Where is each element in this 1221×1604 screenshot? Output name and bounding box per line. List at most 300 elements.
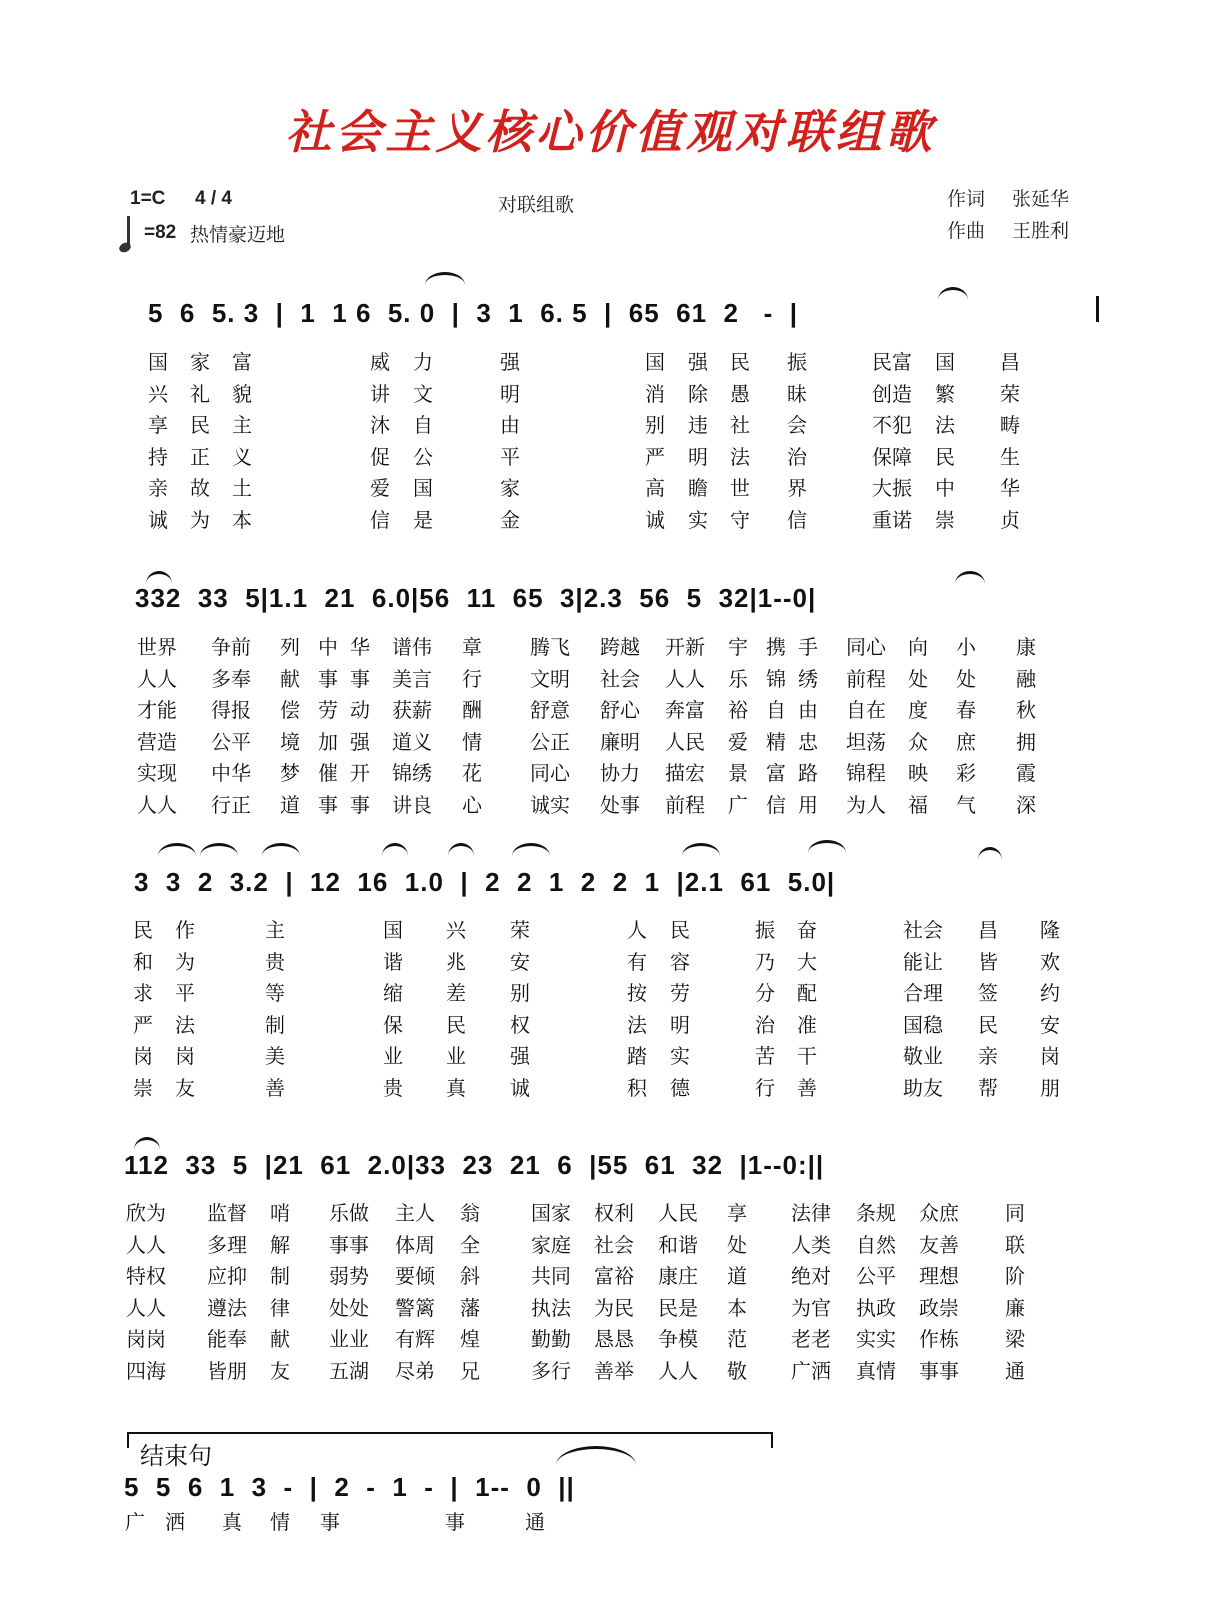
- lyric-word: 联: [1005, 1232, 1025, 1257]
- lyric-word: 康: [1016, 635, 1036, 659]
- lyric-word: 社会: [600, 666, 640, 691]
- lyric-word: 由: [500, 413, 520, 438]
- lyric-word: 华: [1000, 476, 1020, 501]
- lyric-word: 友善: [919, 1232, 959, 1257]
- lyric-word: 振: [755, 918, 775, 942]
- lyric-word: 中: [318, 635, 338, 659]
- lyric-word: 道义: [392, 729, 432, 754]
- lyric-word: 梁: [1005, 1327, 1025, 1352]
- lyric-word: 明: [688, 444, 708, 469]
- lyric-word: 治: [787, 444, 807, 469]
- lyric-word: 权利: [594, 1201, 634, 1225]
- lyric-word: 平: [175, 981, 195, 1006]
- lyric-word: 国: [935, 350, 955, 374]
- lyric-word: 共同: [531, 1264, 571, 1289]
- lyric-word: 信: [370, 508, 390, 532]
- lyric-word: 同心: [846, 635, 886, 659]
- lyric-word: 通: [525, 1510, 545, 1534]
- lyric-word: 中华: [211, 761, 251, 786]
- lyric-word: 兴: [446, 918, 466, 942]
- lyric-word: 华: [350, 635, 370, 659]
- lyric-word: 实实: [856, 1327, 896, 1352]
- slur-mark: [448, 843, 474, 856]
- lyric-word: 手: [798, 635, 818, 659]
- lyric-word: 真: [446, 1076, 466, 1100]
- lyric-word: 业: [446, 1044, 466, 1069]
- slur-mark: [682, 843, 720, 856]
- lyric-word: 情: [270, 1510, 290, 1534]
- lyric-word: 严: [645, 444, 665, 469]
- lyric-word: 国: [383, 918, 403, 942]
- lyric-word: 家庭: [531, 1232, 571, 1257]
- lyric-word: 通: [1005, 1359, 1025, 1383]
- lyric-word: 隆: [1040, 918, 1060, 942]
- lyric-word: 签: [978, 981, 998, 1006]
- lyric-word: 尽弟: [395, 1359, 435, 1383]
- notation-line-4: 112 33 5 |21 61 2.0|33 23 21 6 |55 61 32 |1--0:||: [124, 1150, 825, 1180]
- lyric-word: 美言: [392, 666, 432, 691]
- lyric-word: 自: [413, 413, 433, 438]
- lyric-word: 四海: [126, 1359, 166, 1383]
- lyric-word: 生: [1000, 444, 1020, 469]
- lyric-word: 事: [318, 793, 338, 817]
- lyric-word: 求: [133, 981, 153, 1006]
- lyric-word: 貌: [232, 381, 252, 406]
- lyric-word: 世界: [137, 635, 177, 659]
- slur-mark: [955, 571, 985, 584]
- lyric-word: 兄: [460, 1359, 480, 1383]
- lyric-word: 敬业: [903, 1044, 943, 1069]
- lyric-word: 景: [728, 761, 748, 786]
- lyric-word: 强: [350, 729, 370, 754]
- slur-mark: [978, 847, 1002, 860]
- lyric-word: 真: [222, 1510, 242, 1534]
- lyric-word: 谱伟: [392, 635, 432, 659]
- key-signature: 1=C: [130, 188, 166, 209]
- lyric-word: 明: [670, 1012, 690, 1037]
- subtitle: 对联组歌: [498, 194, 575, 216]
- lyric-word: 条规: [856, 1201, 896, 1225]
- lyric-word: 人人: [126, 1232, 166, 1257]
- lyric-word: 人民: [658, 1201, 698, 1225]
- lyric-word: 民: [670, 918, 690, 942]
- lyric-word: 特权: [126, 1264, 166, 1289]
- lyric-word: 自在: [846, 698, 886, 723]
- lyric-word: 本: [727, 1295, 747, 1320]
- lyric-word: 多理: [207, 1232, 247, 1257]
- lyric-word: 礼: [190, 381, 210, 406]
- lyric-word: 岗: [175, 1044, 195, 1069]
- lyric-word: 制: [265, 1012, 285, 1037]
- lyric-word: 民富: [872, 350, 912, 374]
- lyric-word: 翁: [460, 1201, 480, 1225]
- lyric-word: 消: [645, 381, 665, 406]
- lyric-word: 帮: [978, 1076, 998, 1100]
- lyric-word: 广: [728, 793, 748, 817]
- lyric-word: 映: [908, 761, 928, 786]
- lyric-word: 人人: [137, 793, 177, 817]
- lyric-word: 献: [280, 666, 300, 691]
- lyric-word: 实: [688, 508, 708, 532]
- slur-mark: [158, 843, 196, 856]
- lyric-word: 分: [755, 981, 775, 1006]
- lyric-word: 诚: [510, 1076, 530, 1100]
- lyric-word: 裕: [728, 698, 748, 723]
- lyric-word: 差: [446, 981, 466, 1006]
- lyric-word: 大振: [872, 476, 912, 501]
- lyric-word: 平: [500, 444, 520, 469]
- lyric-word: 事事: [329, 1232, 369, 1257]
- lyric-word: 事: [350, 793, 370, 817]
- lyric-word: 别: [510, 981, 530, 1006]
- lyric-word: 公平: [856, 1264, 896, 1289]
- lyric-word: 锦绣: [392, 761, 432, 786]
- lyric-word: 兆: [446, 949, 466, 974]
- lyric-word: 监督: [207, 1201, 247, 1225]
- lyric-word: 能奉: [207, 1327, 247, 1352]
- lyric-word: 诚实: [530, 793, 570, 817]
- lyric-word: 处: [908, 666, 928, 691]
- lyric-word: 皆: [978, 949, 998, 974]
- lyric-word: 人民: [665, 729, 705, 754]
- lyric-word: 法律: [791, 1201, 831, 1225]
- lyric-word: 崇: [133, 1076, 153, 1100]
- lyric-word: 乐做: [329, 1201, 369, 1225]
- lyric-word: 协力: [600, 761, 640, 786]
- lyric-word: 荣: [1000, 381, 1020, 406]
- lyric-word: 列: [280, 635, 300, 659]
- lyric-word: 社会: [903, 918, 943, 942]
- lyric-word: 为: [175, 949, 195, 974]
- lyric-word: 律: [270, 1295, 290, 1320]
- barline: [1096, 296, 1099, 322]
- lyric-word: 人人: [137, 666, 177, 691]
- lyric-word: 踏: [627, 1044, 647, 1069]
- time-signature: 4 / 4: [195, 188, 232, 209]
- lyric-word: 花: [462, 761, 482, 786]
- lyric-word: 威: [370, 350, 390, 374]
- lyric-word: 民是: [658, 1295, 698, 1320]
- lyric-word: 民: [935, 444, 955, 469]
- lyric-word: 同心: [530, 761, 570, 786]
- lyric-word: 业: [383, 1044, 403, 1069]
- lyric-word: 处: [956, 666, 976, 691]
- lyric-word: 法: [935, 413, 955, 438]
- lyric-word: 家: [500, 476, 520, 501]
- lyric-word: 众: [908, 729, 928, 754]
- lyric-word: 世: [730, 476, 750, 501]
- lyric-word: 公平: [211, 729, 251, 754]
- lyric-word: 诚: [148, 508, 168, 532]
- lyric-word: 真情: [856, 1359, 896, 1383]
- lyric-word: 舒意: [530, 698, 570, 723]
- lyric-word: 锦程: [846, 761, 886, 786]
- lyric-word: 福: [908, 793, 928, 817]
- lyric-word: 按: [627, 981, 647, 1006]
- lyric-word: 阶: [1005, 1264, 1025, 1289]
- lyric-word: 五湖: [329, 1359, 369, 1383]
- lyric-word: 前程: [665, 793, 705, 817]
- lyric-word: 友: [175, 1076, 195, 1100]
- lyric-word: 贵: [265, 949, 285, 974]
- lyric-word: 能让: [903, 949, 943, 974]
- lyric-word: 处事: [600, 793, 640, 817]
- lyric-word: 安: [510, 949, 530, 974]
- lyric-word: 本: [232, 508, 252, 532]
- lyric-word: 法: [627, 1012, 647, 1037]
- lyric-word: 为官: [791, 1295, 831, 1320]
- lyric-word: 争模: [658, 1327, 698, 1352]
- lyric-word: 荣: [510, 918, 530, 942]
- lyric-word: 体周: [395, 1232, 435, 1257]
- lyric-word: 处: [727, 1232, 747, 1257]
- lyric-word: 欢: [1040, 949, 1060, 974]
- lyric-word: 亲: [978, 1044, 998, 1069]
- lyric-word: 才能: [137, 698, 177, 723]
- lyric-word: 小: [956, 635, 976, 659]
- lyric-word: 廉明: [600, 729, 640, 754]
- lyric-word: 法: [730, 444, 750, 469]
- lyricist-name: 张延华: [1012, 188, 1070, 210]
- lyric-word: 治: [755, 1012, 775, 1037]
- lyric-word: 振: [787, 350, 807, 374]
- lyric-word: 高: [645, 476, 665, 501]
- lyric-word: 同: [1005, 1201, 1025, 1225]
- lyric-word: 等: [265, 981, 285, 1006]
- lyric-word: 深: [1016, 793, 1036, 817]
- slur-mark: [808, 840, 846, 853]
- lyric-word: 国: [645, 350, 665, 374]
- lyric-word: 勤勤: [531, 1327, 571, 1352]
- lyric-word: 乐: [728, 666, 748, 691]
- lyric-word: 准: [797, 1012, 817, 1037]
- lyric-word: 欣为: [126, 1201, 166, 1225]
- lyric-word: 得报: [211, 698, 251, 723]
- lyric-word: 沐: [370, 413, 390, 438]
- lyric-word: 用: [798, 793, 818, 817]
- lyric-word: 人人: [658, 1359, 698, 1383]
- lyric-word: 遵法: [207, 1295, 247, 1320]
- lyric-word: 朋: [1040, 1076, 1060, 1100]
- lyric-word: 社: [730, 413, 750, 438]
- lyric-word: 促: [370, 444, 390, 469]
- lyric-word: 家: [190, 350, 210, 374]
- lyric-word: 有: [627, 949, 647, 974]
- lyric-word: 实现: [137, 761, 177, 786]
- lyric-word: 催: [318, 761, 338, 786]
- lyric-word: 应抑: [207, 1264, 247, 1289]
- lyric-word: 奔富: [665, 698, 705, 723]
- lyric-word: 乃: [755, 949, 775, 974]
- lyric-word: 康庄: [658, 1264, 698, 1289]
- lyrics-block-4: [0, 1197, 1221, 1397]
- lyric-word: 劳: [670, 981, 690, 1006]
- lyric-word: 人类: [791, 1232, 831, 1257]
- lyric-word: 秋: [1016, 698, 1036, 723]
- lyric-word: 人人: [665, 666, 705, 691]
- ending-lyrics: [0, 1506, 800, 1536]
- lyric-word: 享: [727, 1201, 747, 1225]
- lyric-word: 开新: [665, 635, 705, 659]
- lyric-word: 行: [462, 666, 482, 691]
- lyric-word: 容: [670, 949, 690, 974]
- lyric-word: 锦: [766, 666, 786, 691]
- lyric-word: 苦: [755, 1044, 775, 1069]
- lyric-word: 积: [627, 1076, 647, 1100]
- lyric-word: 文: [413, 381, 433, 406]
- lyric-word: 气: [956, 793, 976, 817]
- lyric-word: 除: [688, 381, 708, 406]
- lyric-word: 正: [190, 444, 210, 469]
- lyric-word: 奋: [797, 918, 817, 942]
- lyric-word: 贞: [1000, 508, 1020, 532]
- lyric-word: 民: [190, 413, 210, 438]
- lyric-word: 行正: [211, 793, 251, 817]
- lyric-word: 主: [232, 413, 252, 438]
- lyric-word: 兴: [148, 381, 168, 406]
- lyric-word: 老老: [791, 1327, 831, 1352]
- lyric-word: 作栋: [919, 1327, 959, 1352]
- lyric-word: 贵: [383, 1076, 403, 1100]
- lyric-word: 强: [500, 350, 520, 374]
- lyric-word: 执政: [856, 1295, 896, 1320]
- song-title: 社会主义核心价值观对联组歌: [285, 105, 936, 159]
- lyric-word: 恳恳: [594, 1327, 634, 1352]
- lyric-word: 偿: [280, 698, 300, 723]
- lyric-word: 约: [1040, 981, 1060, 1006]
- lyric-word: 弱势: [329, 1264, 369, 1289]
- lyric-word: 讲: [370, 381, 390, 406]
- slur-mark: [556, 1446, 636, 1465]
- lyric-word: 腾飞: [530, 635, 570, 659]
- lyric-word: 不犯: [872, 413, 912, 438]
- slur-mark: [134, 1137, 160, 1150]
- lyric-word: 宇: [728, 635, 748, 659]
- lyric-word: 中: [935, 476, 955, 501]
- lyric-word: 自然: [856, 1232, 896, 1257]
- lyric-word: 岗: [1040, 1044, 1060, 1069]
- lyric-word: 制: [270, 1264, 290, 1289]
- lyric-word: 实: [670, 1044, 690, 1069]
- lyric-word: 德: [670, 1076, 690, 1100]
- lyric-word: 违: [688, 413, 708, 438]
- lyric-word: 事事: [919, 1359, 959, 1383]
- lyric-word: 和: [133, 949, 153, 974]
- lyric-word: 界: [787, 476, 807, 501]
- lyric-word: 洒: [165, 1510, 185, 1534]
- lyric-word: 力: [413, 350, 433, 374]
- tempo-value: =82: [144, 222, 177, 243]
- lyric-word: 藩: [460, 1295, 480, 1320]
- lyric-word: 解: [270, 1232, 290, 1257]
- lyric-word: 愚: [730, 381, 750, 406]
- lyric-word: 全: [460, 1232, 480, 1257]
- lyric-word: 主人: [395, 1201, 435, 1225]
- lyric-word: 皆朋: [207, 1359, 247, 1383]
- lyric-word: 由: [798, 698, 818, 723]
- lyric-word: 亲: [148, 476, 168, 501]
- lyric-word: 干: [797, 1044, 817, 1069]
- lyric-word: 配: [797, 981, 817, 1006]
- lyric-word: 执法: [531, 1295, 571, 1320]
- lyric-word: 昌: [978, 918, 998, 942]
- lyric-word: 义: [232, 444, 252, 469]
- lyric-word: 民: [978, 1012, 998, 1037]
- lyric-word: 情: [462, 729, 482, 754]
- lyric-word: 公正: [530, 729, 570, 754]
- lyric-word: 繁: [935, 381, 955, 406]
- lyric-word: 为: [190, 508, 210, 532]
- lyric-word: 友: [270, 1359, 290, 1383]
- lyrics-block-1: [0, 346, 1221, 546]
- lyric-word: 多奉: [211, 666, 251, 691]
- lyric-word: 善: [797, 1076, 817, 1100]
- lyric-word: 强: [510, 1044, 530, 1069]
- lyric-word: 人人: [126, 1295, 166, 1320]
- lyric-word: 别: [645, 413, 665, 438]
- lyric-word: 和谐: [658, 1232, 698, 1257]
- lyric-word: 自: [766, 698, 786, 723]
- lyric-word: 明: [500, 381, 520, 406]
- slur-mark: [938, 287, 968, 300]
- lyric-word: 岗: [133, 1044, 153, 1069]
- lyric-word: 富: [766, 761, 786, 786]
- lyric-word: 事: [320, 1510, 340, 1534]
- ending-notation: 5 5 6 1 3 - | 2 - 1 - | 1-- 0 ||: [124, 1472, 575, 1502]
- lyric-word: 广: [125, 1510, 145, 1534]
- slur-mark: [146, 571, 172, 584]
- composer-label: 作曲: [947, 220, 986, 242]
- lyric-word: 信: [766, 793, 786, 817]
- lyric-word: 瞻: [688, 476, 708, 501]
- lyric-word: 助友: [903, 1076, 943, 1100]
- notation-line-2: 332 33 5|1.1 21 6.0|56 11 65 3|2.3 56 5 32|1--0|: [135, 583, 817, 613]
- lyric-word: 重诺: [872, 508, 912, 532]
- lyric-word: 政崇: [919, 1295, 959, 1320]
- lyric-word: 拥: [1016, 729, 1036, 754]
- slur-mark: [262, 843, 300, 856]
- lyric-word: 守: [730, 508, 750, 532]
- lyric-word: 民: [446, 1012, 466, 1037]
- lyric-word: 创造: [872, 381, 912, 406]
- lyric-word: 酬: [462, 698, 482, 723]
- lyric-word: 善: [265, 1076, 285, 1100]
- lyric-word: 营造: [137, 729, 177, 754]
- lyric-word: 前程: [846, 666, 886, 691]
- composer-name: 王胜利: [1012, 220, 1070, 242]
- lyric-word: 畴: [1000, 413, 1020, 438]
- lyric-word: 理想: [919, 1264, 959, 1289]
- lyric-word: 路: [798, 761, 818, 786]
- lyric-word: 加: [318, 729, 338, 754]
- lyric-word: 富: [232, 350, 252, 374]
- lyric-word: 境: [280, 729, 300, 754]
- lyric-word: 崇: [935, 508, 955, 532]
- lyric-word: 社会: [594, 1232, 634, 1257]
- lyric-word: 昧: [787, 381, 807, 406]
- lyric-word: 梦: [280, 761, 300, 786]
- lyric-word: 诚: [645, 508, 665, 532]
- lyric-word: 缩: [383, 981, 403, 1006]
- lyric-word: 会: [787, 413, 807, 438]
- lyric-word: 业业: [329, 1327, 369, 1352]
- lyric-word: 众庶: [919, 1201, 959, 1225]
- lyric-word: 描宏: [665, 761, 705, 786]
- slur-mark: [200, 843, 238, 856]
- lyric-word: 谐: [383, 949, 403, 974]
- lyric-word: 绝对: [791, 1264, 831, 1289]
- lyric-word: 章: [462, 635, 482, 659]
